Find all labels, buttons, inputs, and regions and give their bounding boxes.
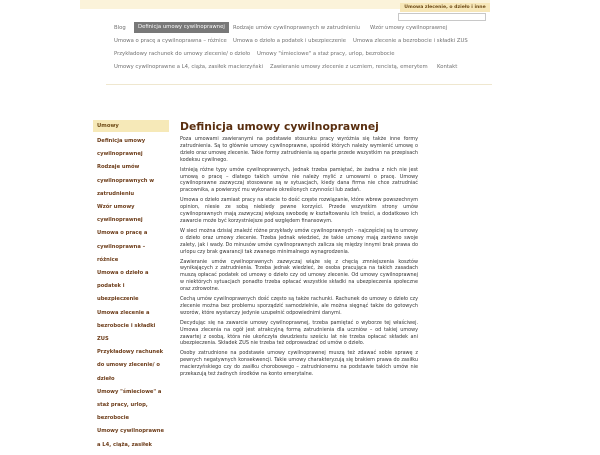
paragraph-types: Istnieją różne typy umów cywilnoprawnych, jednak trzeba pamiętać, że żadna z nich nie jest umową o pracę – dlatego takich umów nie należy mylić z umowami o pracę. Umowy cywilnoprawne zazwyczaj stosowane są w sytuacjach, kiedy dana firma nie chce zatrudniać pracownika, a powierzyć mu wykonanie określonych czynności lub zadań. [180, 166, 418, 194]
sidebar-heading: Umowy [93, 120, 169, 132]
sidebar-link[interactable]: zatrudnieniu [97, 190, 135, 197]
nav-item-podatek[interactable]: Umowa o dzieło a podatek i ubezpieczenie [233, 38, 347, 44]
paragraph-invoices: Cechą umów cywilnoprawnych dość często są także rachunki. Rachunek do umowy o dzieło czy zlecenie można bez problemu sporządzić samodzielnie, ale można sięgnąć także do gotowych wzorów, które wystarczy jedynie uzupełnić odpowiednimi danymi. [180, 296, 418, 316]
sidebar-link[interactable]: cywilnoprawnej [97, 217, 143, 224]
site-name[interactable]: Umowa zlecenie, o dzieło i inne [400, 3, 490, 12]
paragraph-consequences: Osoby zatrudnione na podstawie umowy cywilnoprawnej muszą też zdawać sobie sprawę z pewnych negatywnych konsekwencji. Takie umowy charakteryzują się brakiem prawa do zasiłku macierzyńskiego czy do zasiłku chorobowego – zatrudnionemu na podstawie takich umów nie przekazują też żadnych środków na konto emerytalne. [180, 350, 418, 378]
sidebar-link[interactable]: Umowa o dzieło a [97, 270, 149, 277]
nav-item-roznice[interactable]: Umowa o pracę a cywilnoprawna – różnice [114, 38, 227, 44]
sidebar-link[interactable]: różnice [97, 256, 119, 263]
sidebar-link[interactable]: cywilnoprawna – [97, 243, 146, 250]
nav-item-wzor[interactable]: Wzór umowy cywilnoprawnej [370, 25, 448, 31]
paragraph-choice: Decydując się na zawarcie umowy cywilnoprawnej, trzeba pamiętać o wyborze tej właściwej. Umowa zlecenia na ogół jest atrakcyjną formą zatrudnienia dla uczniów – od takiej umowy zawartej z osobą, która nie ukończyła dwudziestu sześciu lat nie trzeba opłacać składek ani ubezpieczenia. Składek ZUS nie trzeba też odprowadzać od umów o dzieło. [180, 319, 418, 347]
nav-item-blog[interactable]: Blog [114, 25, 126, 31]
sidebar-link[interactable]: Umowa zlecenie a [97, 309, 150, 316]
paragraph-benefits: Umowa o dzieło zamiast pracy na etacie to dość częste rozwiązanie, które wbrew powszechnym opinion, niesie ze sobą niebiedy pewne korzyści. Przede wszystkim strony umów cywilnoprawnych mają zazwyczaj większą swobodę w kształtowaniu ich treści, a dodatkowo ich zawarcie może być korzystniejsze pod względem finansowym. [180, 197, 418, 224]
sidebar-link[interactable]: Umowy cywilnoprawne [97, 428, 164, 435]
sidebar-link[interactable]: Umowa o pracę a [97, 230, 148, 237]
nav-item-rodzaje[interactable]: Rodzaje umów cywilnoprawnych w zatrudnieniu [233, 25, 361, 31]
sidebar-link[interactable]: bezrobocie i składki [97, 322, 156, 329]
nav-divider [106, 84, 492, 85]
sidebar-link[interactable]: Wzór umowy [97, 204, 135, 211]
sidebar-link[interactable]: dzieło [97, 375, 115, 382]
paragraph-costs: Zawieranie umów cywilnoprawnych zazwyczaj wiąże się z chęcią zmniejszenia kosztów wynikających z zatrudnienia. Trzeba jednak wiedzieć, że osoba pracująca na takich zasadach muszą opłacać podatek od umowy o dzieło czy od umowy zlecenie. Od umowy cywilnoprawnej w niektórych sytuacjach ponadto trzeba opłacać wszystkie składki na ubezpieczenia społeczne oraz zdrowotne. [180, 258, 418, 293]
nav-item-rachunek[interactable]: Przykładowy rachunek do umowy zlecenie/ o dzieło [114, 51, 251, 57]
page-title: Definicja umowy cywilnoprawnej [180, 120, 379, 133]
sidebar-link[interactable]: ubezpieczenie [97, 296, 139, 303]
sidebar-link[interactable]: Umowy "śmieciowe" a [97, 388, 162, 395]
sidebar-link[interactable]: do umowy zlecenie/ o [97, 362, 160, 369]
sidebar-link[interactable]: ZUS [97, 336, 109, 343]
nav-item-uczen[interactable]: Zawieranie umowy zlecenie z uczniem, rencistą, emerytem [270, 64, 428, 70]
sidebar [93, 120, 169, 455]
sidebar-link[interactable]: cywilnoprawnej [97, 151, 143, 158]
sidebar-link[interactable]: Rodzaje umów [97, 164, 140, 171]
sidebar-link[interactable]: Przykładowy rachunek [97, 349, 164, 356]
sidebar-links [93, 132, 169, 455]
nav-item-l4[interactable]: Umowy cywilnoprawne a L4, ciąża, zasiłek macierzyński [114, 64, 263, 70]
sidebar-link[interactable]: staż pracy, urlop, [97, 402, 148, 409]
nav-item-bezrobocie[interactable]: Umowa zlecenie a bezrobocie i składki ZUS [353, 38, 468, 44]
sidebar-link[interactable]: a L4, ciąża, zasiłek [97, 441, 152, 448]
search-input[interactable] [398, 13, 486, 21]
main-content [180, 120, 418, 381]
sidebar-link[interactable]: cywilnoprawnych w [97, 177, 155, 184]
sidebar-link[interactable]: podatek i [97, 283, 125, 290]
paragraph-intro: Poza umowami zawieranymi na podstawie stosunku pracy wyróżnia się także inne formy zatrudnienia. Są to głównie umowy cywilnoprawne, spośród których należy wymienić umowę o dzieło oraz umowę zlecenie. Takie formy zatrudnienia są oparte przede wszystkim na przepisach kodeksu cywilnego. [180, 136, 418, 163]
nav-item-definicja[interactable]: Definicja umowy cywilnoprawnej [134, 22, 229, 33]
sidebar-link[interactable]: Definicja umowy [97, 138, 146, 144]
nav-item-kontakt[interactable]: Kontakt [437, 64, 458, 70]
nav-item-smieciowe[interactable]: Umowy "śmieciowe" a staż pracy, urlop, bezrobocie [257, 51, 395, 57]
paragraph-examples: W sieci można dzisiaj znaleźć różne przykłady umów cywilnoprawnych - najczęściej są to umowy o dzieło oraz umowy zlecenie. Trzeba jednak wiedzieć, że takie umowy mają zarówno swoje zalety, jak i wady. Do minusów umów cywilnoprawnych zalicza się między innymi brak prawa do urlopu czy brak gwarancji tak zwanego minimalnego wynagrodzenia. [180, 227, 418, 255]
sidebar-link[interactable]: bezrobocie [97, 415, 130, 422]
